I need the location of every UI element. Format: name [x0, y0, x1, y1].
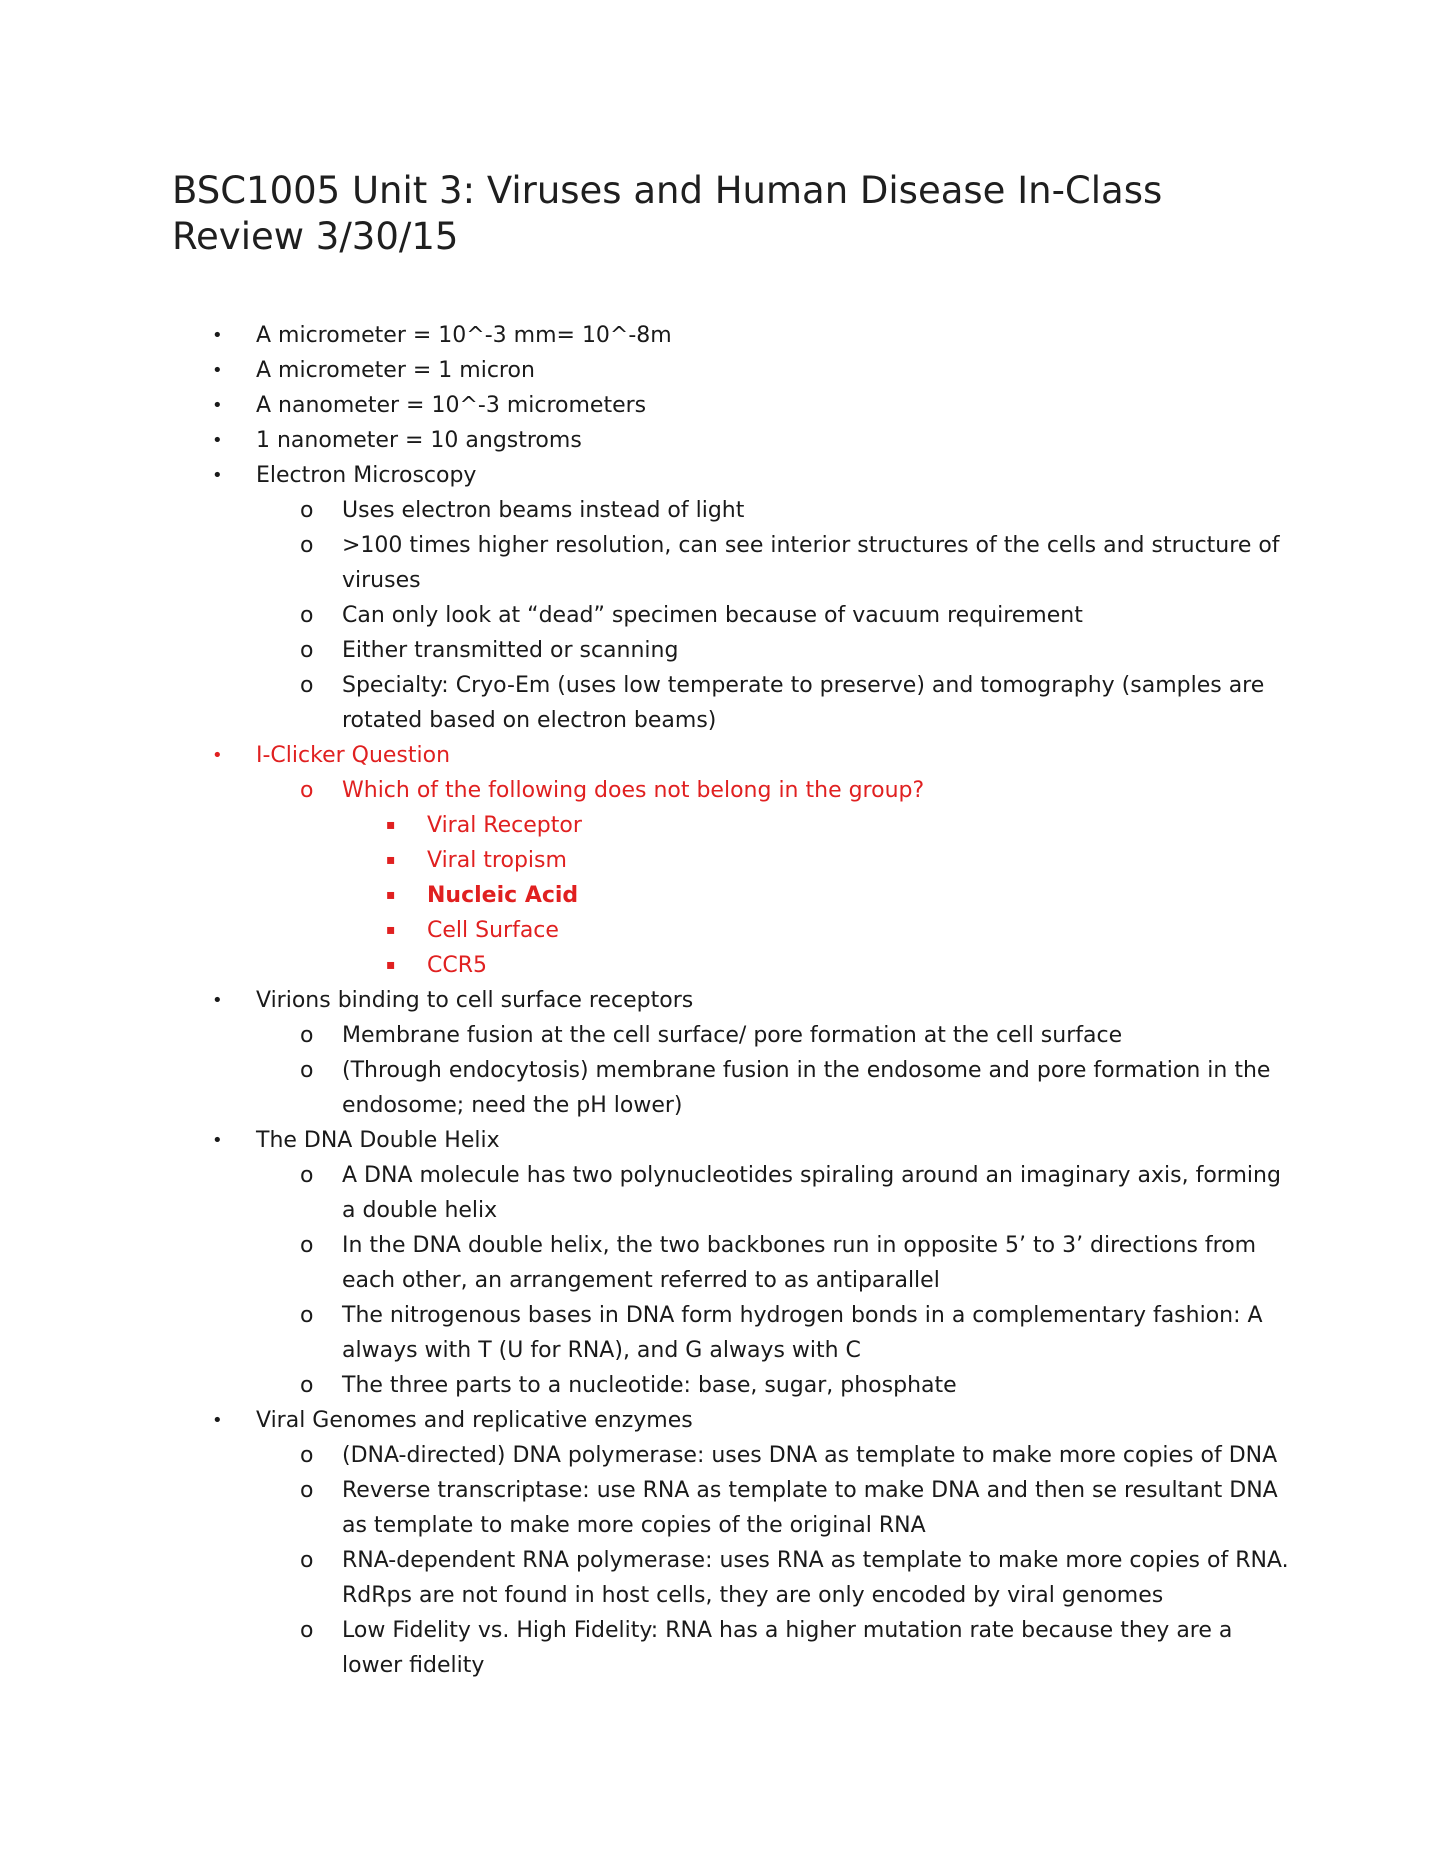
list-item-text: Cell Surface: [427, 918, 559, 943]
list-item-text: Viral Genomes and replicative enzymes: [256, 1408, 693, 1433]
list-marker: •: [212, 360, 223, 381]
document-title: BSC1005 Unit 3: Viruses and Human Disease In-Class Review 3/30/15: [172, 169, 1163, 258]
list-item-text: Reverse transcriptase: use RNA as template to make DNA and then se resultant DNA as template to make more copies of the original RNA: [342, 1478, 1278, 1538]
list-marker: •: [212, 1410, 223, 1431]
list-item-level-1: [172, 388, 1292, 423]
list-item-text: (Through endocytosis) membrane fusion in the endosome and pore formation in the endosome; need the pH lower): [342, 1058, 1271, 1118]
list-marker: o: [300, 498, 314, 523]
list-item-level-1: [172, 983, 1292, 1018]
list-item-text: In the DNA double helix, the two backbones run in opposite 5’ to 3’ directions from each other, an arrangement referred to as antiparallel: [342, 1233, 1257, 1293]
list-marker: ▪: [386, 852, 396, 868]
list-marker: ▪: [386, 957, 396, 973]
list-item-text: Nucleic Acid: [427, 883, 579, 908]
list-item-level-2: [172, 1543, 1292, 1613]
list-item-text: Low Fidelity vs. High Fidelity: RNA has a higher mutation rate because they are a lower fidelity: [342, 1618, 1233, 1678]
list-marker: o: [300, 1023, 314, 1048]
list-item-level-2: [172, 1228, 1292, 1298]
list-item-text: >100 times higher resolution, can see interior structures of the cells and structure of viruses: [342, 533, 1280, 593]
list-item-text: Virions binding to cell surface receptors: [256, 988, 694, 1013]
list-marker: •: [212, 430, 223, 451]
list-item-text: I-Clicker Question: [256, 743, 451, 768]
list-marker: ▪: [386, 817, 396, 833]
list-marker: o: [300, 1163, 314, 1188]
list-marker: o: [300, 673, 314, 698]
list-item-level-2: [172, 493, 1292, 528]
list-item-level-3: [172, 843, 1292, 878]
list-marker: o: [300, 1618, 314, 1643]
list-item-level-1: [172, 738, 1292, 773]
list-marker: •: [212, 325, 223, 346]
list-marker: ▪: [386, 922, 396, 938]
list-marker: •: [212, 745, 223, 766]
list-marker: o: [300, 1058, 314, 1083]
list-item-level-1: [172, 423, 1292, 458]
list-item-text: Either transmitted or scanning: [342, 638, 679, 663]
list-item-text: A micrometer = 1 micron: [256, 358, 535, 383]
list-item-text: Can only look at “dead” specimen because of vacuum requirement: [342, 603, 1083, 628]
list-marker: o: [300, 533, 314, 558]
list-item-level-1: [172, 1123, 1292, 1158]
list-item-level-2: [172, 1438, 1292, 1473]
list-marker: o: [300, 603, 314, 628]
list-item-level-1: [172, 318, 1292, 353]
list-item-level-2: [172, 528, 1292, 598]
list-item-level-3: [172, 913, 1292, 948]
list-item-level-2: [172, 598, 1292, 633]
list-marker: •: [212, 465, 223, 486]
list-marker: o: [300, 1373, 314, 1398]
list-item-level-3: [172, 948, 1292, 983]
list-marker: o: [300, 1443, 314, 1468]
list-item-text: 1 nanometer = 10 angstroms: [256, 428, 582, 453]
list-item-level-2: [172, 668, 1292, 738]
list-item-text: Electron Microscopy: [256, 463, 477, 488]
list-item-text: The three parts to a nucleotide: base, sugar, phosphate: [342, 1373, 957, 1398]
notes-list: [172, 318, 1292, 1683]
list-marker: o: [300, 638, 314, 663]
list-item-text: Viral Receptor: [427, 813, 582, 838]
list-item-text: Viral tropism: [427, 848, 567, 873]
list-marker: o: [300, 1548, 314, 1573]
list-item-level-2: [172, 1298, 1292, 1368]
list-item-text: A nanometer = 10^-3 micrometers: [256, 393, 647, 418]
list-item-text: (DNA-directed) DNA polymerase: uses DNA as template to make more copies of DNA: [342, 1443, 1278, 1468]
list-item-text: RNA-dependent RNA polymerase: uses RNA as template to make more copies of RNA. RdRps are not found in host cells, they are only encoded by viral genomes: [342, 1548, 1289, 1608]
list-marker: o: [300, 1233, 314, 1258]
list-marker: o: [300, 778, 314, 803]
list-marker: o: [300, 1303, 314, 1328]
list-item-level-2: [172, 1613, 1292, 1683]
list-item-level-2: [172, 1158, 1292, 1228]
list-marker: •: [212, 990, 223, 1011]
list-item-text: CCR5: [427, 953, 488, 978]
list-item-level-1: [172, 353, 1292, 388]
list-marker: o: [300, 1478, 314, 1503]
list-item-text: A DNA molecule has two polynucleotides spiraling around an imaginary axis, forming a double helix: [342, 1163, 1281, 1223]
list-item-level-2: [172, 1018, 1292, 1053]
list-item-level-2: [172, 1053, 1292, 1123]
list-item-level-3: [172, 878, 1292, 913]
list-marker: •: [212, 395, 223, 416]
list-item-text: Uses electron beams instead of light: [342, 498, 745, 523]
list-item-level-2: [172, 1473, 1292, 1543]
list-marker: ▪: [386, 887, 396, 903]
list-item-text: The DNA Double Helix: [256, 1128, 500, 1153]
list-item-level-1: [172, 1403, 1292, 1438]
list-item-text: The nitrogenous bases in DNA form hydrogen bonds in a complementary fashion: A always with T (U for RNA), and G always with C: [342, 1303, 1263, 1363]
list-item-text: Membrane fusion at the cell surface/ pore formation at the cell surface: [342, 1023, 1123, 1048]
list-item-text: A micrometer = 10^-3 mm= 10^-8m: [256, 323, 672, 348]
list-item-level-1: [172, 458, 1292, 493]
list-item-level-2: [172, 1368, 1292, 1403]
list-item-text: Which of the following does not belong in the group?: [342, 778, 925, 803]
list-item-level-2: [172, 633, 1292, 668]
list-marker: •: [212, 1130, 223, 1151]
list-item-text: Specialty: Cryo-Em (uses low temperate to preserve) and tomography (samples are rotated based on electron beams): [342, 673, 1265, 733]
list-item-level-2: [172, 773, 1292, 808]
list-item-level-3: [172, 808, 1292, 843]
